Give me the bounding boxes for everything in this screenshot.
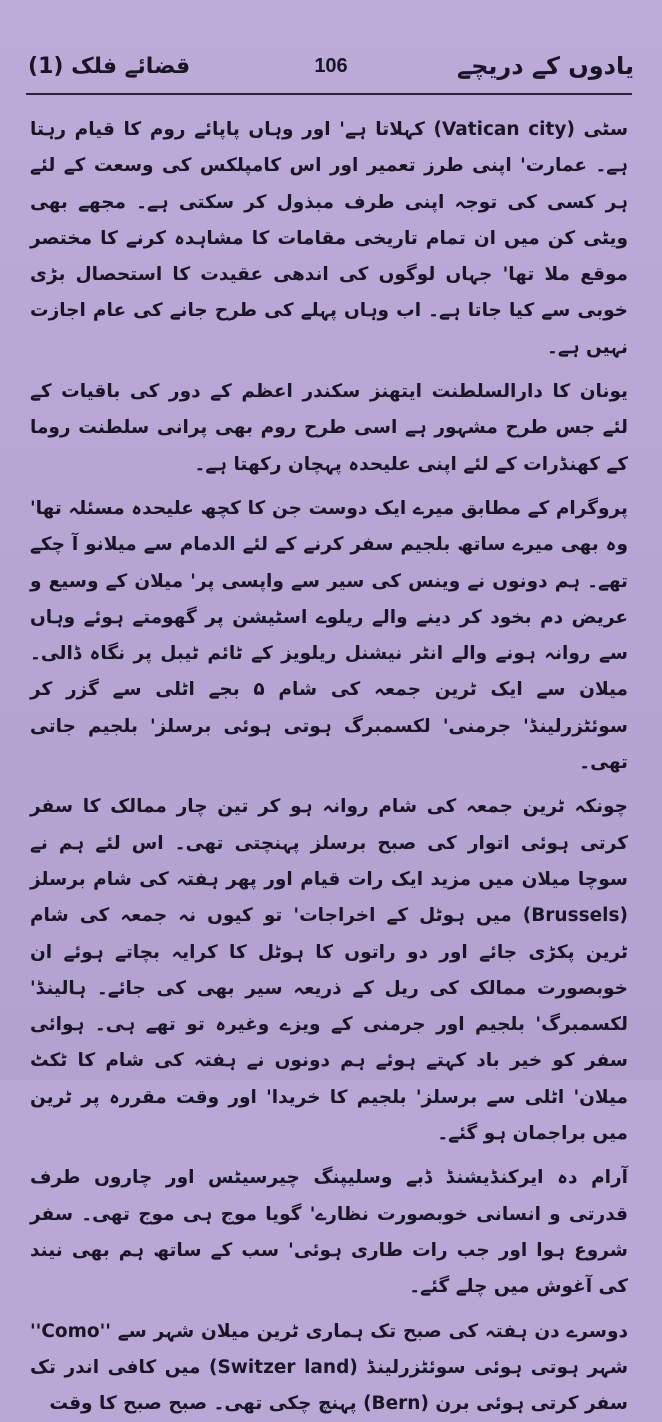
paragraph: دوسرے دن ہفتہ کی صبح تک ہماری ٹرین میلان شہر سے ''Como'' شہر ہوتی ہوئی سوئٹزرلینڈ (Switzer land) میں کافی اندر تک سفر کرتی ہوئی برن (Bern) پہنچ چکی تھی۔ صبح صبح کا وقت <box>30 1314 628 1422</box>
chapter-title: قضائے فلک (1) <box>28 54 190 79</box>
paragraph: سٹی (Vatican city) کہلاتا ہے' اور وہاں پاپائے روم کا قیام رہتا ہے۔ عمارت' اپنی طرز تعمیر اور اس کامپلکس کی وسعت کے لئے ہر کسی کی توجہ اپنی طرف مبذول کر سکتی ہے۔ مجھے بھی ویٹی کن میں ان تمام تاریخی مقامات کا مشاہدہ کرنے کا مختصر موقع ملا تھا' جہاں لوگوں کی اندھی عقیدت کا استحصال بڑی خوبی سے کیا جاتا ہے۔ اب وہاں پہلے کی طرح جانے کی عام اجازت نہیں ہے۔ <box>30 112 628 366</box>
body-text <box>30 112 628 1422</box>
page-number: 106 <box>314 55 347 78</box>
page-header <box>28 44 634 88</box>
paragraph: آرام دہ ایرکنڈیشنڈ ڈبے وسلیپنگ چیرسیٹس اور چاروں طرف قدرتی و انسانی خوبصورت نظارے' گویا موج ہی موج تھی۔ سفر شروع ہوا اور جب رات طاری ہوئی' سب کے ساتھ ہم بھی نیند کی آغوش میں چلے گئے۔ <box>30 1160 628 1305</box>
running-title: یادوں کے دریچے <box>457 52 634 80</box>
paragraph: یونان کا دارالسلطنت ایتھنز سکندر اعظم کے دور کی باقیات کے لئے جس طرح مشہور ہے اسی طرح روم بھی پرانی سلطنت روما کے کھنڈرات کے لئے اپنی علیحدہ پہچان رکھتا ہے۔ <box>30 374 628 483</box>
paragraph: پروگرام کے مطابق میرے ایک دوست جن کا کچھ علیحدہ مسئلہ تھا' وہ بھی میرے ساتھ بلجیم سفر کرنے کے لئے الدمام سے میلانو آ چکے تھے۔ ہم دونوں نے وینس کی سیر سے واپسی پر' میلان کے وسیع و عریض دم بخود کر دینے والے ریلوے اسٹیشن پر گھومتے ہوئے وہاں سے روانہ ہونے والے انٹر نیشنل ریلویز کے ٹائم ٹیبل پر نگاہ ڈالی۔ میلان سے ایک ٹرین جمعہ کی شام ۵ بجے اٹلی سے گزر کر سوئٹزرلینڈ' جرمنی' لکسمبرگ ہوتی ہوئی برسلز' بلجیم جاتی تھی۔ <box>30 491 628 781</box>
header-rule <box>26 93 632 95</box>
paragraph: چونکہ ٹرین جمعہ کی شام روانہ ہو کر تین چار ممالک کا سفر کرتی ہوئی اتوار کی صبح برسلز پہنچتی تھی۔ اس لئے ہم نے سوچا میلان میں مزید ایک رات قیام اور پھر ہفتہ کی شام برسلز (Brussels) میں ہوٹل کے اخراجات' تو کیوں نہ جمعہ کی شام ٹرین پکڑی جائے اور دو راتوں کا ہوٹل کا کرایہ بچاتے ہوئے ان خوبصورت ممالک کی ریل کے ذریعہ سیر بھی کی جائے۔ ہالینڈ' لکسمبرگ' بلجیم اور جرمنی کے ویزے وغیرہ تو تھے ہی۔ ہوائی سفر کو خیر باد کہتے ہوئے ہم دونوں نے ہفتہ کی شام کا ٹکٹ میلان' اٹلی سے برسلز' بلجیم کا خریدا' اور وقت مقررہ پر ٹرین میں براجمان ہو گئے۔ <box>30 789 628 1152</box>
